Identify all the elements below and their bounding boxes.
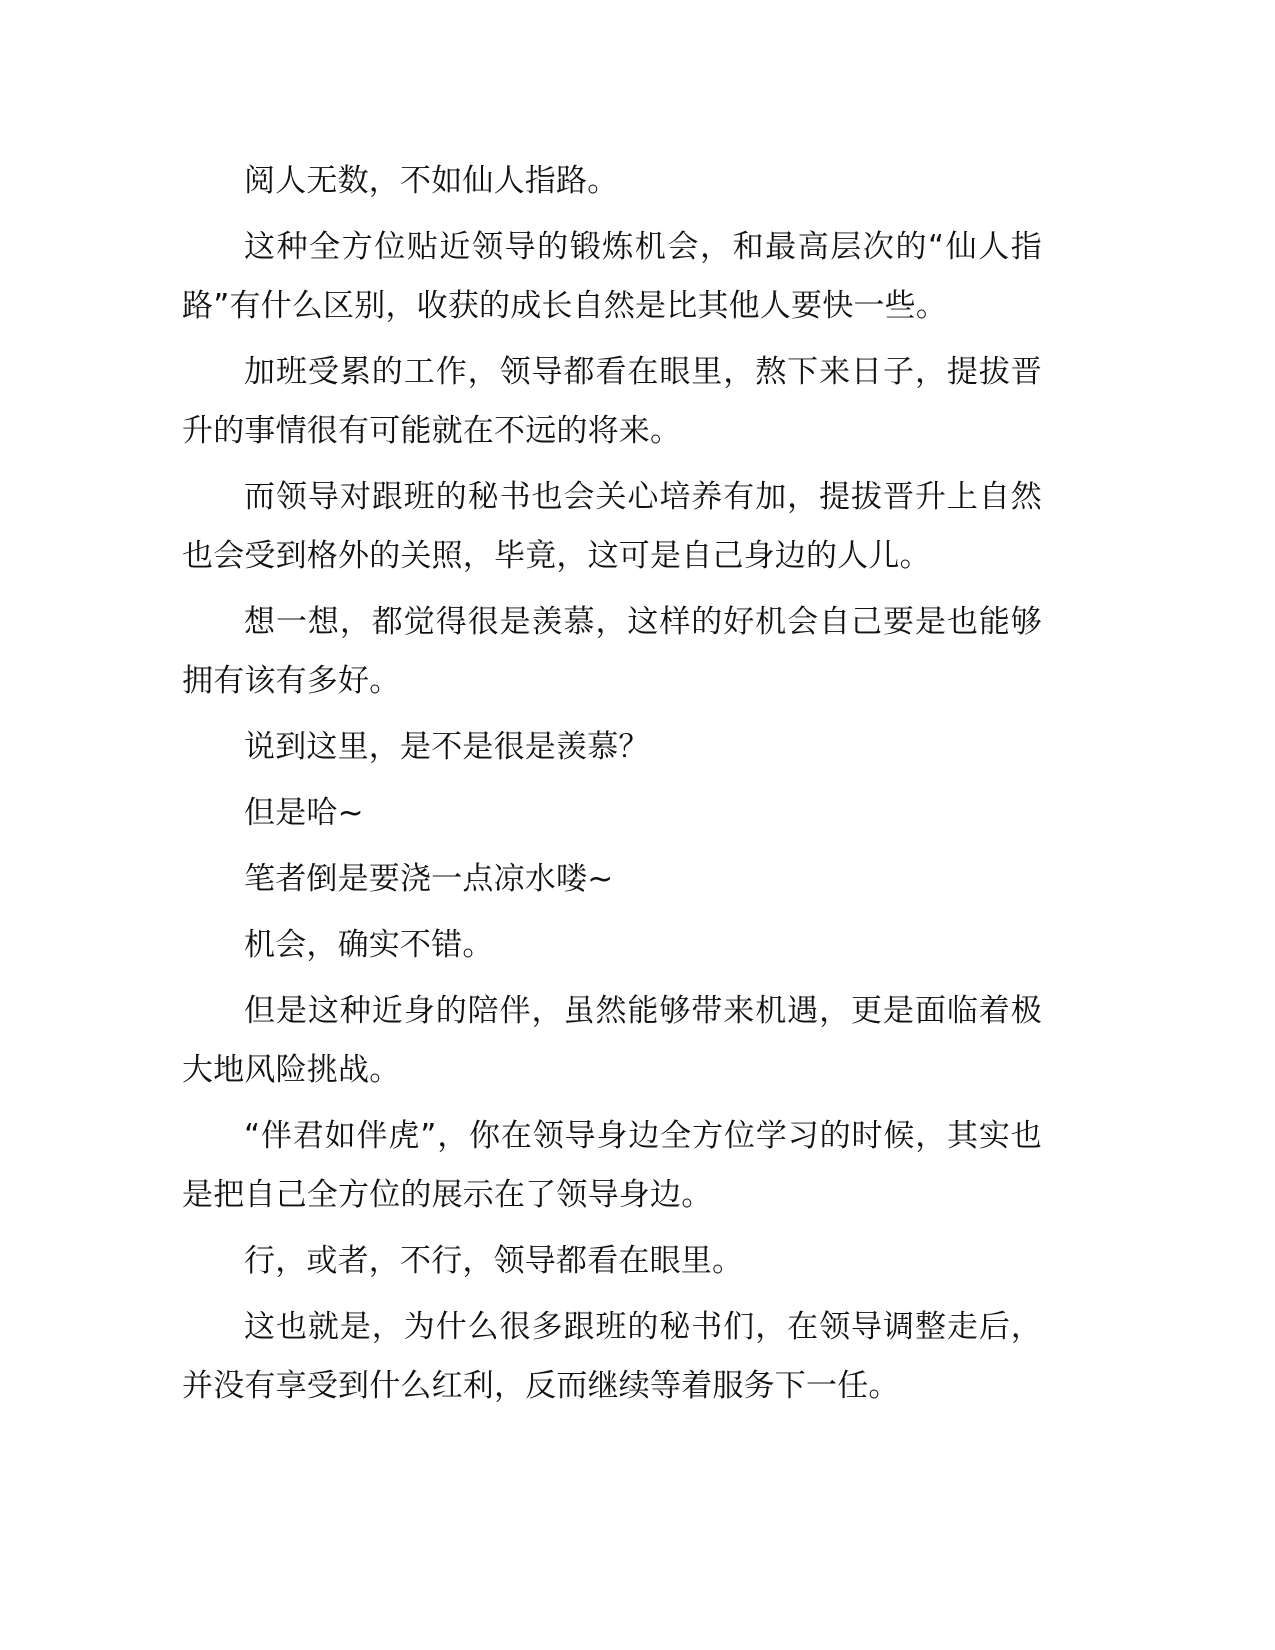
paragraph: 行，或者，不行，领导都看在眼里。 bbox=[244, 1243, 744, 1279]
paragraph: 这也就是，为什么很多跟班的秘书们，在领导调整走后，并没有享受到什么红利，反而继续等着服务下一任。 bbox=[182, 1309, 1042, 1404]
paragraph: 机会，确实不错。 bbox=[244, 927, 494, 963]
paragraph: 想一想，都觉得很是羡慕，这样的好机会自己要是也能够拥有该有多好。 bbox=[182, 604, 1042, 699]
document-body bbox=[182, 152, 1042, 1423]
paragraph: 但是这种近身的陪伴，虽然能够带来机遇，更是面临着极大地风险挑战。 bbox=[182, 993, 1042, 1088]
paragraph: 说到这里，是不是很是羡慕？ bbox=[244, 729, 650, 765]
paragraph: 笔者倒是要浇一点凉水喽~ bbox=[244, 861, 614, 897]
paragraph: 阅人无数，不如仙人指路。 bbox=[244, 163, 619, 199]
paragraph: 但是哈~ bbox=[244, 795, 364, 831]
paragraph: 这种全方位贴近领导的锻炼机会，和最高层次的“仙人指路”有什么区别，收获的成长自然是比其他人要快一些。 bbox=[182, 229, 1042, 324]
paragraph: “伴君如伴虎”，你在领导身边全方位学习的时候，其实也是把自己全方位的展示在了领导身边。 bbox=[182, 1118, 1042, 1213]
paragraph: 加班受累的工作，领导都看在眼里，熬下来日子，提拔晋升的事情很有可能就在不远的将来。 bbox=[182, 354, 1042, 449]
paragraph: 而领导对跟班的秘书也会关心培养有加，提拔晋升上自然也会受到格外的关照，毕竟，这可是自己身边的人儿。 bbox=[182, 479, 1042, 574]
